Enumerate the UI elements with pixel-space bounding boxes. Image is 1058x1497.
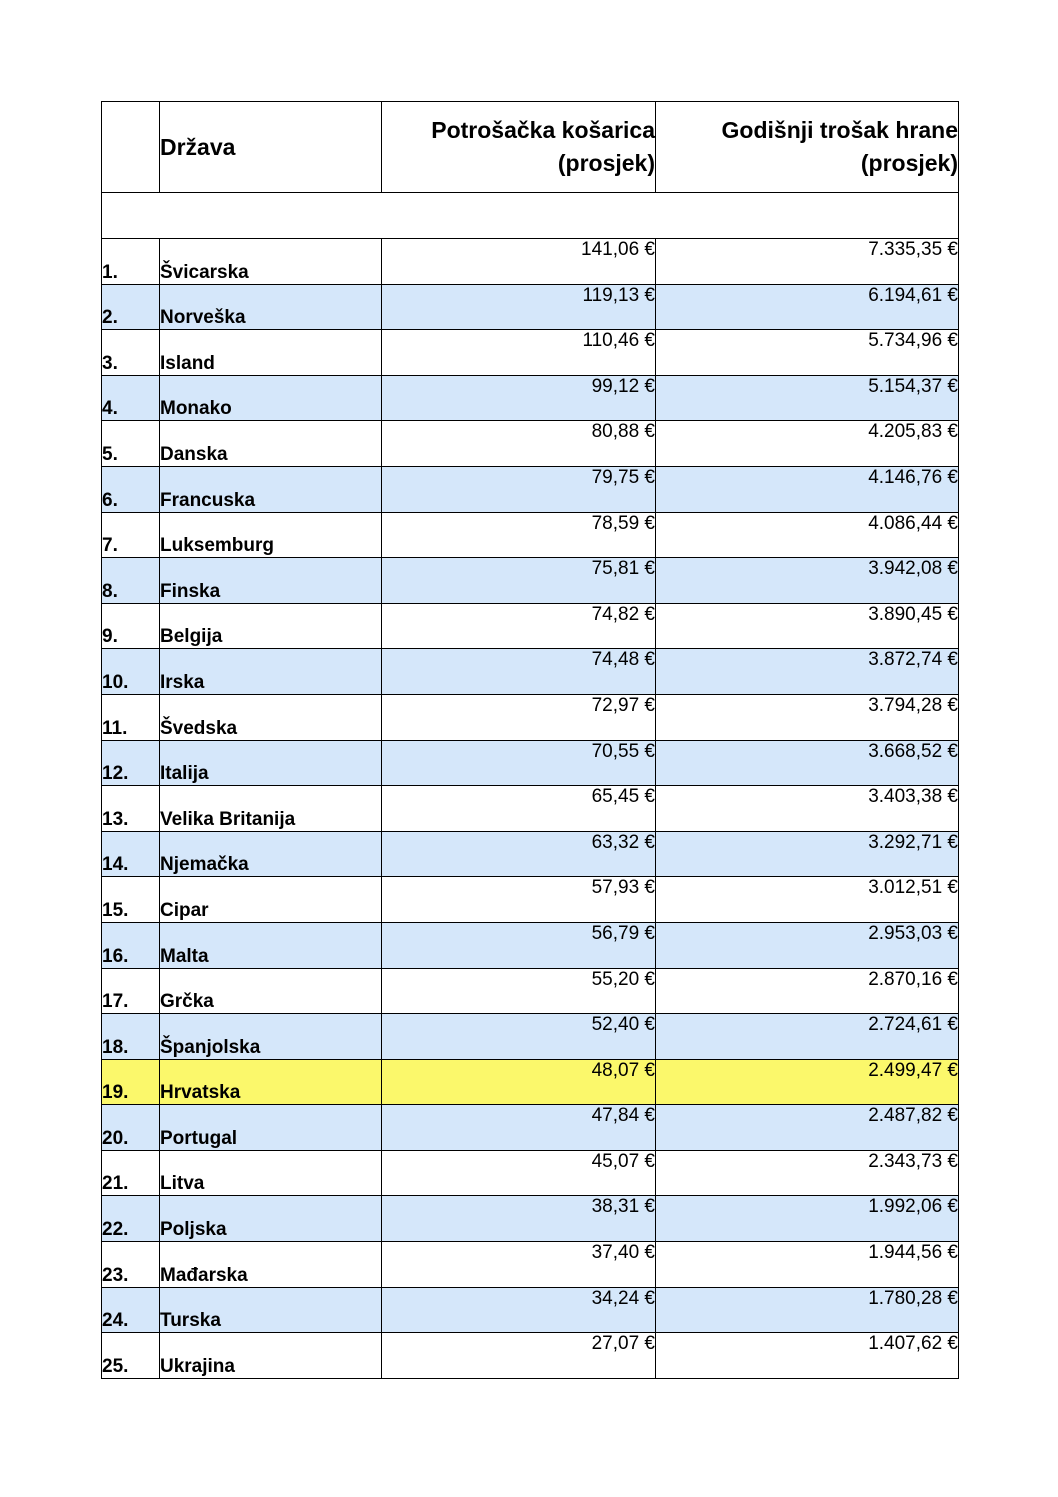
rank-cell: 6. xyxy=(102,466,160,512)
annual-header xyxy=(656,102,959,193)
annual-header-line2: (prosjek) xyxy=(860,150,958,176)
table-row xyxy=(102,968,959,1014)
basket-cell: 55,20 € xyxy=(382,968,656,1014)
country-cell: Island xyxy=(160,330,382,376)
table-row xyxy=(102,1150,959,1196)
rank-cell: 15. xyxy=(102,877,160,923)
annual-cell: 2.343,73 € xyxy=(656,1150,959,1196)
table-row xyxy=(102,740,959,786)
country-cell: Ukrajina xyxy=(160,1333,382,1379)
annual-cell: 3.872,74 € xyxy=(656,649,959,695)
table-row xyxy=(102,421,959,467)
country-cell: Italija xyxy=(160,740,382,786)
table-row xyxy=(102,1242,959,1288)
annual-cell: 2.724,61 € xyxy=(656,1014,959,1060)
rank-cell: 18. xyxy=(102,1014,160,1060)
spacer-row xyxy=(102,193,959,239)
country-cell: Danska xyxy=(160,421,382,467)
country-cell: Norveška xyxy=(160,284,382,330)
basket-cell: 80,88 € xyxy=(382,421,656,467)
country-header: Država xyxy=(160,102,382,193)
country-cell: Francuska xyxy=(160,466,382,512)
table-row xyxy=(102,603,959,649)
annual-cell: 4.086,44 € xyxy=(656,512,959,558)
annual-cell: 3.668,52 € xyxy=(656,740,959,786)
country-cell: Mađarska xyxy=(160,1242,382,1288)
rank-cell: 14. xyxy=(102,831,160,877)
basket-cell: 48,07 € xyxy=(382,1059,656,1105)
country-cell: Švedska xyxy=(160,694,382,740)
country-cell: Irska xyxy=(160,649,382,695)
country-cell: Belgija xyxy=(160,603,382,649)
country-cell: Monako xyxy=(160,375,382,421)
basket-header-line2: (prosjek) xyxy=(557,150,655,176)
basket-cell: 63,32 € xyxy=(382,831,656,877)
table-row xyxy=(102,877,959,923)
spacer-cell xyxy=(102,193,959,239)
country-cell: Cipar xyxy=(160,877,382,923)
basket-cell: 78,59 € xyxy=(382,512,656,558)
basket-cell: 110,46 € xyxy=(382,330,656,376)
annual-cell: 7.335,35 € xyxy=(656,239,959,285)
basket-cell: 99,12 € xyxy=(382,375,656,421)
country-cell: Španjolska xyxy=(160,1014,382,1060)
basket-cell: 79,75 € xyxy=(382,466,656,512)
country-cell: Velika Britanija xyxy=(160,786,382,832)
country-cell: Grčka xyxy=(160,968,382,1014)
table-row xyxy=(102,512,959,558)
table-row xyxy=(102,239,959,285)
rank-cell: 25. xyxy=(102,1333,160,1379)
table-row xyxy=(102,1196,959,1242)
country-cell: Portugal xyxy=(160,1105,382,1151)
basket-cell: 74,82 € xyxy=(382,603,656,649)
rank-cell: 7. xyxy=(102,512,160,558)
rank-cell: 8. xyxy=(102,558,160,604)
basket-cell: 38,31 € xyxy=(382,1196,656,1242)
table-row xyxy=(102,1014,959,1060)
annual-cell: 3.403,38 € xyxy=(656,786,959,832)
table-row-highlighted xyxy=(102,1059,959,1105)
table-body xyxy=(102,193,959,1379)
table-row xyxy=(102,831,959,877)
basket-cell: 37,40 € xyxy=(382,1242,656,1288)
annual-header-line1: Godišnji trošak hrane xyxy=(721,117,958,143)
basket-cell: 47,84 € xyxy=(382,1105,656,1151)
annual-cell: 1.407,62 € xyxy=(656,1333,959,1379)
basket-cell: 70,55 € xyxy=(382,740,656,786)
country-cell: Finska xyxy=(160,558,382,604)
annual-cell: 2.487,82 € xyxy=(656,1105,959,1151)
annual-cell: 3.794,28 € xyxy=(656,694,959,740)
country-cell: Litva xyxy=(160,1150,382,1196)
table-row xyxy=(102,1105,959,1151)
basket-cell: 57,93 € xyxy=(382,877,656,923)
rank-cell: 13. xyxy=(102,786,160,832)
rank-cell: 23. xyxy=(102,1242,160,1288)
annual-cell: 4.146,76 € xyxy=(656,466,959,512)
table-row xyxy=(102,1333,959,1379)
annual-cell: 3.942,08 € xyxy=(656,558,959,604)
basket-cell: 74,48 € xyxy=(382,649,656,695)
annual-cell: 1.992,06 € xyxy=(656,1196,959,1242)
table-row xyxy=(102,284,959,330)
country-cell: Luksemburg xyxy=(160,512,382,558)
rank-cell: 1. xyxy=(102,239,160,285)
rank-cell: 16. xyxy=(102,922,160,968)
annual-cell: 1.944,56 € xyxy=(656,1242,959,1288)
table-row xyxy=(102,330,959,376)
rank-cell: 2. xyxy=(102,284,160,330)
annual-cell: 2.953,03 € xyxy=(656,922,959,968)
country-cell: Turska xyxy=(160,1287,382,1333)
table-row xyxy=(102,649,959,695)
country-cell: Malta xyxy=(160,922,382,968)
rank-cell: 17. xyxy=(102,968,160,1014)
table-row xyxy=(102,375,959,421)
annual-cell: 2.870,16 € xyxy=(656,968,959,1014)
rank-cell: 22. xyxy=(102,1196,160,1242)
basket-cell: 34,24 € xyxy=(382,1287,656,1333)
basket-cell: 141,06 € xyxy=(382,239,656,285)
annual-cell: 6.194,61 € xyxy=(656,284,959,330)
basket-cell: 27,07 € xyxy=(382,1333,656,1379)
annual-cell: 1.780,28 € xyxy=(656,1287,959,1333)
annual-cell: 5.154,37 € xyxy=(656,375,959,421)
rank-cell: 24. xyxy=(102,1287,160,1333)
annual-cell: 3.890,45 € xyxy=(656,603,959,649)
table-row xyxy=(102,466,959,512)
rank-cell: 4. xyxy=(102,375,160,421)
rank-cell: 20. xyxy=(102,1105,160,1151)
basket-cell: 72,97 € xyxy=(382,694,656,740)
basket-cell: 45,07 € xyxy=(382,1150,656,1196)
rank-cell: 21. xyxy=(102,1150,160,1196)
table-row xyxy=(102,694,959,740)
basket-cell: 65,45 € xyxy=(382,786,656,832)
basket-cell: 56,79 € xyxy=(382,922,656,968)
rank-cell: 12. xyxy=(102,740,160,786)
country-cell: Hrvatska xyxy=(160,1059,382,1105)
rank-cell: 3. xyxy=(102,330,160,376)
basket-cell: 119,13 € xyxy=(382,284,656,330)
rank-cell: 19. xyxy=(102,1059,160,1105)
table-header-row xyxy=(102,102,959,193)
basket-cell: 52,40 € xyxy=(382,1014,656,1060)
country-cell: Njemačka xyxy=(160,831,382,877)
food-cost-table xyxy=(101,101,959,1379)
annual-cell: 3.292,71 € xyxy=(656,831,959,877)
annual-cell: 3.012,51 € xyxy=(656,877,959,923)
table-row xyxy=(102,558,959,604)
annual-cell: 4.205,83 € xyxy=(656,421,959,467)
table-row xyxy=(102,1287,959,1333)
rank-cell: 11. xyxy=(102,694,160,740)
rank-cell: 10. xyxy=(102,649,160,695)
rank-header xyxy=(102,102,160,193)
basket-header xyxy=(382,102,656,193)
rank-cell: 9. xyxy=(102,603,160,649)
table-row xyxy=(102,922,959,968)
annual-cell: 2.499,47 € xyxy=(656,1059,959,1105)
country-cell: Poljska xyxy=(160,1196,382,1242)
rank-cell: 5. xyxy=(102,421,160,467)
table-row xyxy=(102,786,959,832)
basket-header-line1: Potrošačka košarica xyxy=(431,117,655,143)
annual-cell: 5.734,96 € xyxy=(656,330,959,376)
country-cell: Švicarska xyxy=(160,239,382,285)
basket-cell: 75,81 € xyxy=(382,558,656,604)
